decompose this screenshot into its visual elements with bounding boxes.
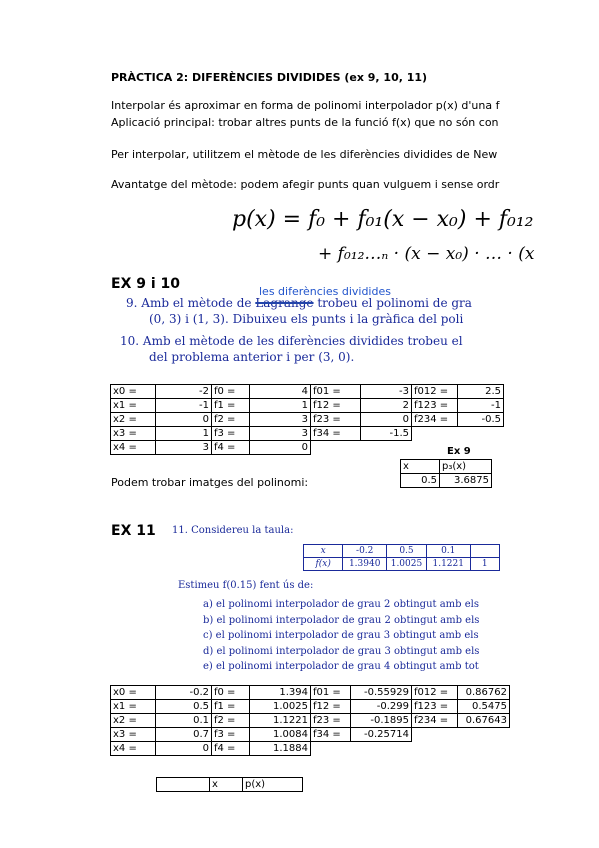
cell-label[interactable]: f34 =: [311, 427, 361, 441]
cell-value[interactable]: -1: [458, 399, 504, 413]
table-cell: p(x): [243, 778, 303, 792]
cell-value[interactable]: -3: [361, 385, 412, 399]
cell-label[interactable]: x0 =: [111, 686, 156, 700]
cell-value[interactable]: -0.5: [458, 413, 504, 427]
table-row: [111, 427, 504, 441]
cell-value[interactable]: 1.1884: [250, 742, 311, 756]
ex11-item: d) el polinomi interpolador de grau 3 obtingut amb els: [203, 645, 480, 657]
problem-number: 9.: [126, 296, 138, 310]
eval-label: Ex 9: [447, 446, 471, 457]
cell-label[interactable]: f23 =: [311, 413, 361, 427]
problem-text: trobeu el polinomi de gra: [313, 296, 472, 310]
intro-line: Interpolar és aproximar en forma de polinomi interpolador p(x) d'una f: [111, 99, 500, 112]
data-table-wrap: [303, 544, 500, 570]
cell-value[interactable]: 0.5475: [458, 700, 510, 714]
cell-value[interactable]: 3: [250, 413, 311, 427]
cell-value[interactable]: -0.25714: [351, 728, 412, 742]
intro-line: Avantatge del mètode: podem afegir punts quan vulguem i sense ordr: [111, 178, 500, 191]
cell-value[interactable]: 1: [156, 427, 212, 441]
cell-value[interactable]: 1.1221: [250, 714, 311, 728]
cell-label[interactable]: x4 =: [111, 441, 156, 455]
problem-10-line2: del problema anterior i per (3, 0).: [149, 350, 355, 364]
table-row: [111, 413, 504, 427]
cell-value[interactable]: -1: [156, 399, 212, 413]
cell-label[interactable]: f3 =: [212, 427, 250, 441]
cell-value[interactable]: 0: [361, 413, 412, 427]
table-cell: -0.2: [343, 545, 387, 558]
cell-label[interactable]: f012 =: [412, 686, 458, 700]
table-cell: x: [304, 545, 343, 558]
section-heading-ex9: EX 9 i 10: [111, 276, 181, 292]
formula-line: p(x) = f₀ + f₀₁(x − x₀) + f₀₁₂: [232, 207, 534, 232]
table-row: [111, 700, 510, 714]
cell-label[interactable]: x1 =: [111, 700, 156, 714]
cell-value[interactable]: 1: [250, 399, 311, 413]
table-row: [304, 545, 500, 558]
estimate-text: Estimeu f(0.15) fent ús de:: [178, 580, 314, 591]
struck-word: Lagrange: [255, 296, 314, 310]
cell-value[interactable]: 1.394: [250, 686, 311, 700]
table-row: [157, 778, 303, 792]
cell-label[interactable]: f234 =: [412, 714, 458, 728]
problem-9: [126, 296, 500, 310]
cell-label[interactable]: f01 =: [311, 686, 351, 700]
cell-label[interactable]: f23 =: [311, 714, 351, 728]
cell-value[interactable]: -0.2: [156, 686, 212, 700]
cell-label[interactable]: f012 =: [412, 385, 458, 399]
divided-differences-table: [110, 685, 510, 756]
cell-label[interactable]: [412, 742, 458, 756]
table-cell: 1.3940: [343, 558, 387, 571]
cell-label[interactable]: f0 =: [212, 385, 250, 399]
cell-label[interactable]: f123 =: [412, 399, 458, 413]
cell-label[interactable]: x2 =: [111, 413, 156, 427]
cell-value[interactable]: 0: [250, 441, 311, 455]
cell-label[interactable]: f1 =: [212, 399, 250, 413]
table-row: [111, 441, 504, 455]
cell-label[interactable]: x4 =: [111, 742, 156, 756]
table-row: [111, 385, 504, 399]
cell-label[interactable]: x2 =: [111, 714, 156, 728]
ex11-item: c) el polinomi interpolador de grau 3 obtingut amb els: [203, 630, 479, 641]
cell-label[interactable]: x1 =: [111, 399, 156, 413]
cell-value[interactable]: 3: [250, 427, 311, 441]
table-row: [304, 558, 500, 571]
cell-value[interactable]: 1.0025: [250, 700, 311, 714]
cell-label[interactable]: f0 =: [212, 686, 250, 700]
cell-label[interactable]: [311, 441, 361, 455]
problem-11-title: 11. Considereu la taula:: [172, 525, 294, 536]
cell-label[interactable]: f4 =: [212, 441, 250, 455]
ex11-item: e) el polinomi interpolador de grau 4 obtingut amb tot: [203, 661, 479, 672]
cell-value[interactable]: -0.55929: [351, 686, 412, 700]
cell-label[interactable]: [311, 742, 351, 756]
table-row: [111, 714, 510, 728]
table-row: [111, 686, 510, 700]
evaluation-table: [400, 459, 492, 488]
page-title: PRÀCTICA 2: DIFERÈNCIES DIVIDIDES (ex 9, 10, 11): [111, 71, 428, 84]
cell-value[interactable]: 0.86762: [458, 686, 510, 700]
cell-value[interactable]: 3: [156, 441, 212, 455]
cell-value[interactable]: 4: [250, 385, 311, 399]
ex11-item: b) el polinomi interpolador de grau 2 obtingut amb els: [203, 614, 480, 626]
table-cell: [470, 545, 499, 558]
table-cell: 1.0025: [387, 558, 427, 571]
cell-value[interactable]: -0.299: [351, 700, 412, 714]
problem-10: [120, 334, 500, 348]
cell-label[interactable]: f2 =: [212, 413, 250, 427]
table-cell[interactable]: 3.6875: [440, 474, 492, 488]
cell-label[interactable]: f4 =: [212, 742, 250, 756]
section-heading-ex11: EX 11: [111, 523, 156, 539]
table-row: [111, 728, 510, 742]
table-cell: f(x): [304, 558, 343, 571]
cell-value[interactable]: [458, 427, 504, 441]
table-cell: p₃(x): [440, 460, 492, 474]
cell-label[interactable]: f34 =: [311, 728, 351, 742]
cell-label[interactable]: f234 =: [412, 413, 458, 427]
cell-label[interactable]: x3 =: [111, 728, 156, 742]
table-cell[interactable]: 0.5: [401, 474, 440, 488]
intro-line: Aplicació principal: trobar altres punts de la funció f(x) que no són con: [111, 116, 499, 129]
cell-value[interactable]: -0.1895: [351, 714, 412, 728]
cell-value[interactable]: 2.5: [458, 385, 504, 399]
problem-9-line2: (0, 3) i (1, 3). Dibuixeu els punts i la gràfica del poli: [149, 312, 464, 326]
cell-value[interactable]: 1.0084: [250, 728, 311, 742]
cell-value[interactable]: 0: [156, 413, 212, 427]
cell-label[interactable]: f1 =: [212, 700, 250, 714]
cell-label[interactable]: f3 =: [212, 728, 250, 742]
cell-label[interactable]: x0 =: [111, 385, 156, 399]
intro-line: Per interpolar, utilitzem el mètode de les diferències dividides de New: [111, 148, 498, 161]
formula-line: + f₀₁₂…ₙ · (x − x₀) · … · (x: [318, 244, 535, 264]
cell-label[interactable]: f12 =: [311, 700, 351, 714]
table-row: [401, 474, 492, 488]
table-cell: 1: [481, 559, 488, 569]
annotation-text: les diferències dividides: [259, 285, 391, 298]
table-row: [111, 742, 510, 756]
cell-value[interactable]: -1.5: [361, 427, 412, 441]
cell-value[interactable]: 2: [361, 399, 412, 413]
cell-value[interactable]: 0.5: [156, 700, 212, 714]
data-table: [303, 544, 500, 571]
table-cell: 0.5: [387, 545, 427, 558]
cell-value[interactable]: 0.1: [156, 714, 212, 728]
cell-label[interactable]: x3 =: [111, 427, 156, 441]
cell-value[interactable]: [458, 728, 510, 742]
cell-value[interactable]: -2: [156, 385, 212, 399]
cell-value[interactable]: [361, 441, 412, 455]
cell-value[interactable]: [458, 742, 510, 756]
table-cell: x: [210, 778, 243, 792]
problem-text: Amb el mètode de: [141, 296, 256, 310]
ex11-item: a) el polinomi interpolador de grau 2 obtingut amb els: [203, 599, 479, 610]
cell-value[interactable]: 0: [156, 742, 212, 756]
table-cell: 0.1: [426, 545, 470, 558]
divided-differences-table: [110, 384, 504, 455]
cell-label[interactable]: f12 =: [311, 399, 361, 413]
cell-label[interactable]: [412, 427, 458, 441]
cell-value[interactable]: [351, 742, 412, 756]
table-row: [111, 399, 504, 413]
table-row: [401, 460, 492, 474]
evaluation-table: [156, 777, 303, 792]
table-cell: x: [401, 460, 440, 474]
cell-label[interactable]: f01 =: [311, 385, 361, 399]
problem-text: Amb el mètode de les diferències dividides trobeu el: [142, 334, 463, 348]
table-cell: [157, 778, 210, 792]
cell-value[interactable]: 0.7: [156, 728, 212, 742]
problem-number: 10.: [120, 334, 140, 348]
cell-value[interactable]: 0.67643: [458, 714, 510, 728]
table-cell: 1.1221: [426, 558, 470, 571]
images-caption: Podem trobar imatges del polinomi:: [111, 476, 309, 489]
cell-label[interactable]: f123 =: [412, 700, 458, 714]
cell-label[interactable]: f2 =: [212, 714, 250, 728]
cell-label[interactable]: [412, 728, 458, 742]
